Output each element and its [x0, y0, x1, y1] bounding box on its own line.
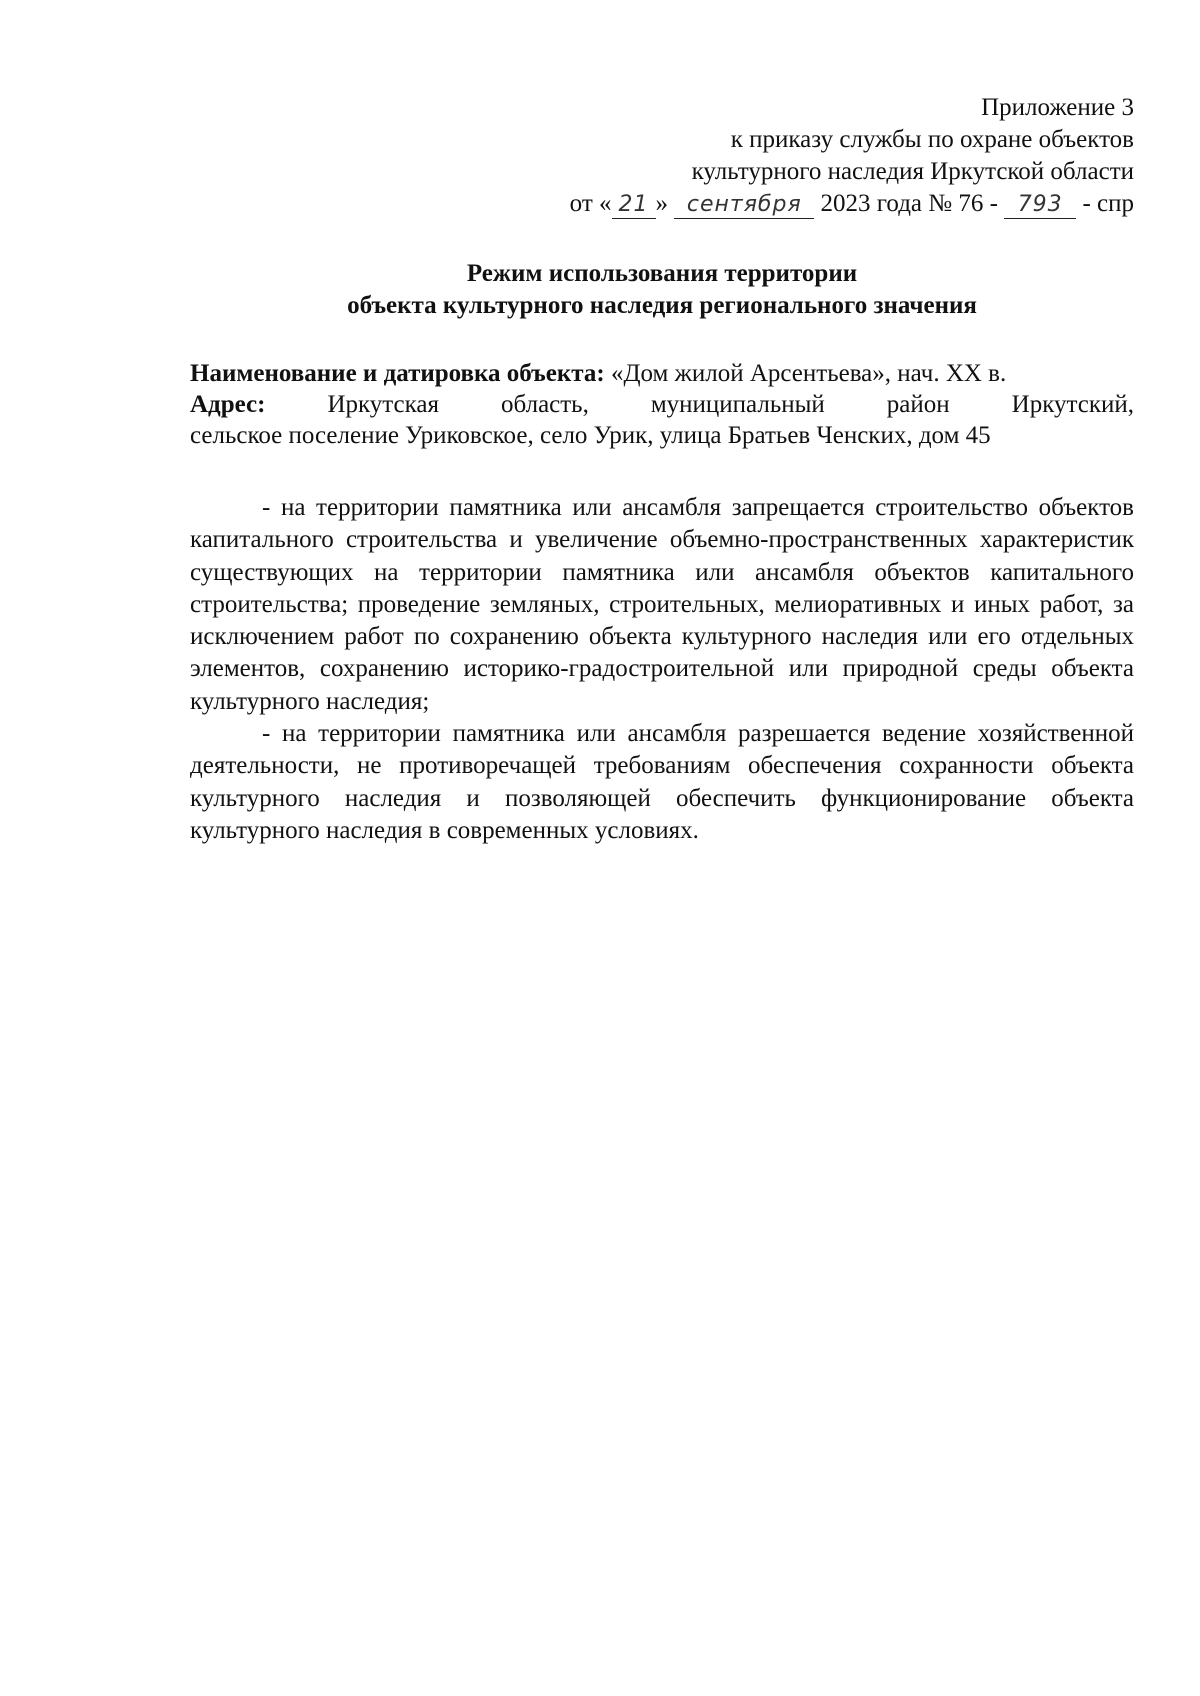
- appendix-order-ref: к приказу службы по охране объектов: [730, 126, 1134, 153]
- object-address-line-1: Иркутская область, муниципальный район Иркутский,: [327, 391, 1134, 418]
- object-name-value: «Дом жилой Арсентьева», нач. XX в.: [610, 360, 1007, 387]
- regime-prohibited-paragraph: - на территории памятника или ансамбля запрещается строительство объектов капитального строительства и увеличение объемно-пространственных характеристик существующих на территории памятника или ансамбля объектов капитального строительства; проведение земляных, строительных, мелиоративных и иных работ, за исключением работ по сохранению объекта культурного наследия или его отдельных элементов, сохранению историко-градостроительной или природной среды объекта культурного наследия;: [190, 494, 1134, 715]
- appendix-number: Приложение 3: [981, 94, 1134, 121]
- document-title: [190, 258, 1134, 322]
- regime-permitted-paragraph: - на территории памятника или ансамбля разрешается ведение хозяйственной деятельности, не противоречащей требованиям обеспечения сохранности объекта культурного наследия и позволяющей обеспечить функционирование объекта культурного наследия в современных условиях.: [190, 720, 1134, 844]
- order-suffix: - спр: [1082, 190, 1134, 217]
- title-line-2: объекта культурного наследия регионального значения: [347, 292, 977, 319]
- date-mid: »: [655, 190, 669, 217]
- object-address-label: Адрес:: [190, 391, 266, 418]
- object-address-line-2: сельское поселение Уриковское, село Урик, улица Братьев Ченских, дом 45: [190, 422, 991, 449]
- appendix-header: [434, 92, 1134, 220]
- object-address-row: [190, 389, 1134, 420]
- object-info: [190, 358, 1134, 451]
- handwritten-day: 21: [612, 192, 656, 219]
- date-prefix: от «: [569, 190, 612, 217]
- handwritten-month: сентября: [674, 192, 814, 219]
- handwritten-order-number: 793: [1004, 192, 1076, 219]
- order-date-line: [434, 188, 1134, 220]
- object-name-label: Наименование и датировка объекта:: [190, 360, 605, 387]
- object-name-row: [190, 358, 1134, 389]
- date-year: 2023 года № 76 -: [820, 190, 998, 217]
- title-line-1: Режим использования территории: [466, 260, 858, 287]
- regime-text: [190, 492, 1134, 847]
- appendix-authority: культурного наследия Иркутской области: [691, 158, 1134, 185]
